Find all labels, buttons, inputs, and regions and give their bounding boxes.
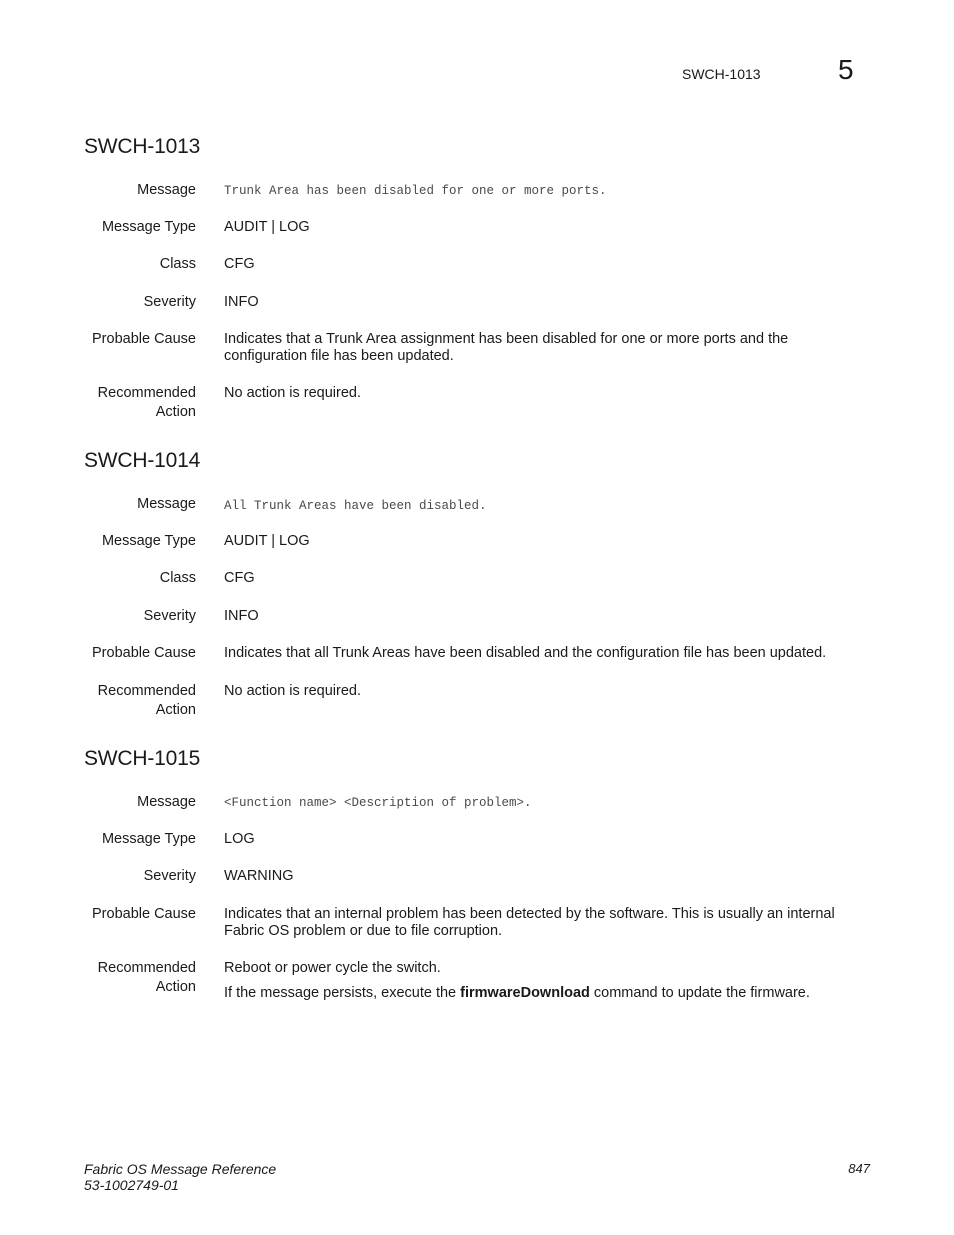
recommended-label-line1: Recommended <box>97 960 196 976</box>
section-title: SWCH-1015 <box>84 747 201 770</box>
section-title: SWCH-1014 <box>84 449 201 472</box>
recommended-action-value: No action is required. <box>224 683 362 699</box>
message-type-value: LOG <box>224 831 255 847</box>
recommended-label-line2: Action <box>155 979 196 995</box>
recommended-action-label <box>98 384 196 422</box>
message-label: Message <box>137 794 196 810</box>
recommended-label-line1: Recommended <box>97 385 196 401</box>
page-number: 847 <box>848 1161 870 1176</box>
recommended-label-line1: Recommended <box>97 683 196 699</box>
followup-text-before: If the message persists, execute the <box>224 985 461 1001</box>
message-type-label: Message Type <box>101 831 196 847</box>
message-type-label: Message Type <box>101 533 196 549</box>
chapter-number: 5 <box>838 54 854 85</box>
severity-label: Severity <box>143 294 196 310</box>
severity-label: Severity <box>143 868 196 884</box>
message-label: Message <box>137 182 196 198</box>
recommended-action-value: Reboot or power cycle the switch. <box>224 960 441 976</box>
footer-doc-title: Fabric OS Message Reference <box>84 1161 277 1177</box>
message-type-value: AUDIT | LOG <box>224 533 310 549</box>
severity-value: INFO <box>224 608 259 624</box>
followup-text-after: command to update the firmware. <box>589 985 810 1001</box>
class-label: Class <box>159 570 196 586</box>
severity-value: INFO <box>224 294 259 310</box>
message-value: Trunk Area has been disabled for one or more ports. <box>224 184 607 198</box>
footer-doc-info <box>84 1161 276 1193</box>
message-value: All Trunk Areas have been disabled. <box>224 499 487 513</box>
recommended-action-label <box>98 959 196 997</box>
severity-value: WARNING <box>224 868 294 884</box>
class-label: Class <box>159 256 196 272</box>
probable-cause-label: Probable Cause <box>92 331 196 347</box>
footer-doc-number: 53-1002749-01 <box>84 1177 179 1193</box>
recommended-label-line2: Action <box>155 404 196 420</box>
recommended-action-followup <box>224 985 874 1002</box>
probable-cause-label: Probable Cause <box>92 645 196 661</box>
probable-cause-value: Indicates that a Trunk Area assignment has been disabled for one or more ports and the configuration file has been updated. <box>224 331 789 364</box>
probable-cause-value: Indicates that all Trunk Areas have been disabled and the configuration file has been updated. <box>224 645 827 661</box>
severity-label: Severity <box>143 608 196 624</box>
recommended-action-label <box>98 682 196 720</box>
probable-cause-value: Indicates that an internal problem has been detected by the software. This is usually an internal Fabric OS problem or due to file corruption. <box>224 906 835 939</box>
firmware-download-command: firmwareDownload <box>460 985 590 1001</box>
recommended-action-value: No action is required. <box>224 385 362 401</box>
message-type-value: AUDIT | LOG <box>224 219 310 235</box>
class-value: CFG <box>224 256 255 272</box>
probable-cause-label: Probable Cause <box>92 906 196 922</box>
message-type-label: Message Type <box>101 219 196 235</box>
message-value: <Function name> <Description of problem>. <box>224 796 532 810</box>
message-label: Message <box>137 496 196 512</box>
class-value: CFG <box>224 570 255 586</box>
running-title: SWCH-1013 <box>682 66 761 82</box>
recommended-label-line2: Action <box>155 702 196 718</box>
section-title: SWCH-1013 <box>84 135 201 158</box>
